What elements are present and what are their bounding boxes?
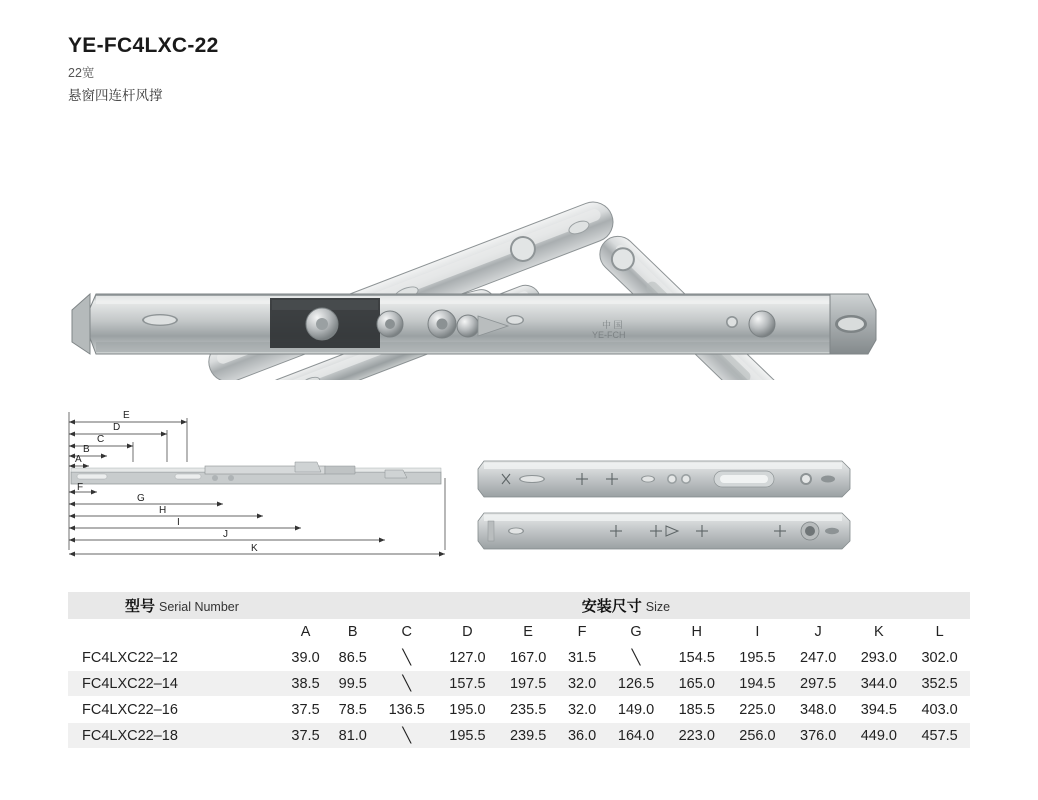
row-value: 195.5: [437, 723, 498, 749]
column-letters-row: [68, 619, 970, 645]
svg-text:D: D: [113, 422, 121, 433]
svg-text:C: C: [97, 434, 105, 445]
header-size-cell: [282, 592, 970, 619]
row-value: 403.0: [909, 697, 970, 723]
row-value: 39.0: [282, 645, 329, 671]
svg-text:中 国: 中 国: [602, 320, 623, 330]
row-model: FC4LXC22–14: [68, 671, 282, 697]
row-value: 32.0: [558, 671, 605, 697]
svg-text:F: F: [77, 482, 84, 493]
column-letter-f: F: [558, 619, 605, 645]
row-value: 165.0: [666, 671, 727, 697]
column-letter-c: C: [376, 619, 437, 645]
row-value: 38.5: [282, 671, 329, 697]
table-row: [68, 645, 970, 671]
row-value: 195.5: [727, 645, 788, 671]
row-value: 449.0: [849, 723, 910, 749]
page-title: YE-FC4LXC-22: [68, 34, 219, 57]
side-view-drawings: [470, 455, 870, 565]
side-view-svg: [470, 455, 870, 565]
column-letter-a: A: [282, 619, 329, 645]
dimension-diagram-svg: [55, 400, 465, 570]
table-row: [68, 671, 970, 697]
row-value: 293.0: [849, 645, 910, 671]
column-letter-h: H: [666, 619, 727, 645]
column-letter-e: E: [498, 619, 559, 645]
column-letter-blank: [68, 619, 282, 645]
row-value: 185.5: [666, 697, 727, 723]
row-value: 297.5: [788, 671, 849, 697]
svg-text:B: B: [83, 444, 90, 455]
row-value: 256.0: [727, 723, 788, 749]
column-letter-b: B: [329, 619, 376, 645]
table-row: [68, 723, 970, 749]
row-value: 457.5: [909, 723, 970, 749]
svg-text:G: G: [137, 493, 145, 504]
row-model: FC4LXC22–12: [68, 645, 282, 671]
product-width-label: 22宽: [68, 66, 95, 81]
row-value: 32.0: [558, 697, 605, 723]
row-value: 194.5: [727, 671, 788, 697]
row-value: 126.5: [606, 671, 667, 697]
row-value: 247.0: [788, 645, 849, 671]
spec-table: [68, 592, 970, 749]
product-illustration: [60, 80, 890, 380]
svg-text:A: A: [75, 454, 82, 465]
row-value: 225.0: [727, 697, 788, 723]
row-value: 36.0: [558, 723, 605, 749]
table-row: [68, 697, 970, 723]
row-value: 223.0: [666, 723, 727, 749]
row-value: 127.0: [437, 645, 498, 671]
row-value: 394.5: [849, 697, 910, 723]
row-value: 31.5: [558, 645, 605, 671]
svg-text:YE-FCH: YE-FCH: [592, 330, 626, 340]
spec-table-body: [68, 619, 970, 749]
row-value: 302.0: [909, 645, 970, 671]
column-letter-j: J: [788, 619, 849, 645]
row-value: 239.5: [498, 723, 559, 749]
row-value: 157.5: [437, 671, 498, 697]
row-value: 376.0: [788, 723, 849, 749]
svg-text:K: K: [251, 543, 258, 554]
row-value: 167.0: [498, 645, 559, 671]
svg-text:H: H: [159, 505, 167, 516]
hinge-assembly-drawing: [60, 80, 890, 380]
spec-table-head: [68, 592, 970, 619]
row-value: 86.5: [329, 645, 376, 671]
row-value: 149.0: [606, 697, 667, 723]
row-value: 235.5: [498, 697, 559, 723]
column-letter-d: D: [437, 619, 498, 645]
row-value: 344.0: [849, 671, 910, 697]
row-value: 352.5: [909, 671, 970, 697]
svg-text:I: I: [177, 517, 180, 528]
header-size-cn: 安装尺寸: [581, 598, 642, 615]
row-value: 197.5: [498, 671, 559, 697]
column-letter-i: I: [727, 619, 788, 645]
row-value: ╲: [606, 645, 667, 671]
row-value: ╲: [376, 645, 437, 671]
row-value: 136.5: [376, 697, 437, 723]
row-value: 164.0: [606, 723, 667, 749]
row-model: FC4LXC22–16: [68, 697, 282, 723]
column-letter-k: K: [849, 619, 910, 645]
row-value: 37.5: [282, 723, 329, 749]
row-value: 348.0: [788, 697, 849, 723]
row-value: 154.5: [666, 645, 727, 671]
header-model-cell: [68, 592, 282, 619]
row-value: 195.0: [437, 697, 498, 723]
column-letter-l: L: [909, 619, 970, 645]
spec-table-header-row: [68, 592, 970, 619]
svg-text:E: E: [123, 410, 130, 421]
header-model-en: Serial Number: [159, 600, 239, 614]
column-letter-g: G: [606, 619, 667, 645]
row-value: 99.5: [329, 671, 376, 697]
product-description: 悬窗四连杆风撑: [68, 88, 163, 104]
svg-text:J: J: [223, 529, 228, 540]
spec-table-container: [68, 592, 970, 749]
header-size-en: Size: [645, 600, 671, 614]
row-value: ╲: [376, 723, 437, 749]
row-value: 81.0: [329, 723, 376, 749]
dimension-diagram: [55, 400, 465, 570]
row-value: 78.5: [329, 697, 376, 723]
row-value: 37.5: [282, 697, 329, 723]
row-value: ╲: [376, 671, 437, 697]
header-model-cn: 型号: [125, 598, 156, 615]
row-model: FC4LXC22–18: [68, 723, 282, 749]
